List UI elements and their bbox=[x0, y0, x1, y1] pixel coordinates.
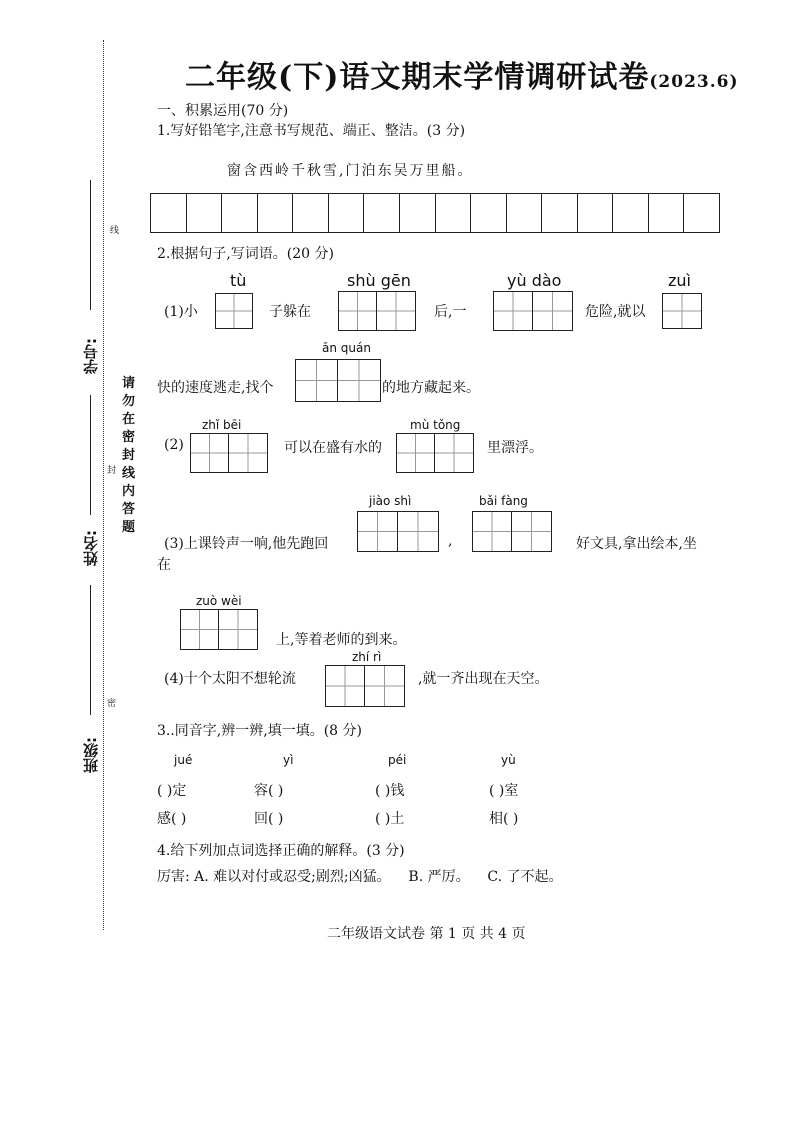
id-write-line bbox=[90, 180, 91, 310]
pinyin-mutong: mù tǒng bbox=[410, 418, 461, 432]
q2-3-text1: (3)上课铃声一响,他先跑回 bbox=[164, 536, 329, 552]
class-write-line bbox=[90, 585, 91, 715]
seal-warning-text: 请勿在密封线内答题 bbox=[122, 376, 136, 535]
answer-box-zuowei[interactable] bbox=[180, 609, 258, 650]
student-name-label: 姓名: bbox=[82, 530, 100, 566]
q2-2-text1: 可以在盛有水的 bbox=[284, 440, 382, 456]
q3-pinyin-pei: péi bbox=[388, 753, 407, 767]
answer-box-shugen[interactable] bbox=[338, 291, 416, 331]
class-label: 班级: bbox=[82, 737, 100, 773]
answer-box-zhiri[interactable] bbox=[325, 665, 405, 707]
q2-3-comma: , bbox=[448, 533, 453, 549]
pinyin-yudao: yù dào bbox=[507, 271, 562, 290]
q2-1-text3: 危险,就以 bbox=[585, 304, 646, 320]
q2-4-text1: (4)十个太阳不想轮流 bbox=[164, 671, 296, 687]
page-footer: 二年级语文试卷 第 1 页 共 4 页 bbox=[327, 926, 526, 942]
q2-4-text2: ,就一齐出现在天空。 bbox=[418, 671, 549, 687]
student-id-label: 学号: bbox=[82, 338, 100, 374]
q3-blank-yi-2[interactable]: 回( ) bbox=[254, 811, 284, 827]
seal-dotted-line bbox=[103, 40, 104, 930]
pinyin-zhibei: zhǐ bēi bbox=[202, 418, 242, 432]
q1-poem: 窗含西岭千秋雪,门泊东吴万里船。 bbox=[227, 163, 474, 179]
q2-3-text4: 上,等着老师的到来。 bbox=[276, 632, 407, 648]
seal-mark-mi: 密 bbox=[105, 698, 115, 707]
pinyin-zuowei: zuò wèi bbox=[196, 594, 242, 608]
answer-box-baifang[interactable] bbox=[472, 511, 552, 552]
seal-mark-feng: 封 bbox=[105, 465, 115, 474]
name-write-line bbox=[90, 395, 91, 515]
title-text: 二年级(下)语文期末学情调研试卷 bbox=[185, 60, 650, 95]
q3-prompt: 3..同音字,辨一辨,填一填。(8 分) bbox=[157, 723, 362, 739]
q3-blank-jue-1[interactable]: ( )定 bbox=[157, 783, 187, 799]
q3-pinyin-jue: jué bbox=[174, 753, 193, 767]
q2-2-lead: (2) bbox=[164, 437, 184, 453]
q2-1-text4: 快的速度逃走,找个 bbox=[157, 380, 274, 396]
q2-1-lead: (1)小 bbox=[164, 304, 198, 320]
q2-3-text2: 好文具,拿出绘本,坐 bbox=[576, 536, 697, 552]
answer-box-anquan[interactable] bbox=[295, 359, 381, 402]
q3-blank-pei-2[interactable]: ( )土 bbox=[375, 811, 405, 827]
pinyin-baifang: bǎi fàng bbox=[479, 494, 528, 508]
q3-blank-yu-2[interactable]: 相( ) bbox=[489, 811, 519, 827]
answer-box-tu[interactable] bbox=[215, 293, 253, 329]
q3-blank-jue-2[interactable]: 感( ) bbox=[157, 811, 187, 827]
page-title bbox=[185, 52, 739, 96]
q2-1-text1: 子躲在 bbox=[269, 304, 311, 320]
q2-1-text5: 的地方藏起来。 bbox=[382, 380, 480, 396]
seal-mark-xian: 线 bbox=[108, 225, 118, 234]
answer-box-yudao[interactable] bbox=[493, 291, 573, 331]
q4-options: 厉害: A. 难以对付或忍受;剧烈;凶猛。 B. 严厉。 C. 了不起。 bbox=[157, 869, 563, 885]
answer-box-jiaoshi[interactable] bbox=[357, 511, 439, 552]
pinyin-tu: tù bbox=[230, 271, 247, 290]
answer-box-zui[interactable] bbox=[662, 293, 702, 329]
q4-prompt: 4.给下列加点词选择正确的解释。(3 分) bbox=[157, 843, 405, 859]
pinyin-jiaoshi: jiào shì bbox=[369, 494, 412, 508]
q2-1-text2: 后,一 bbox=[434, 304, 467, 320]
q2-prompt: 2.根据句子,写词语。(20 分) bbox=[157, 246, 334, 262]
q3-blank-yi-1[interactable]: 容( ) bbox=[254, 783, 284, 799]
answer-box-zhibei[interactable] bbox=[190, 433, 268, 473]
pinyin-zhiri: zhí rì bbox=[352, 650, 382, 664]
q3-blank-pei-1[interactable]: ( )钱 bbox=[375, 783, 405, 799]
title-year: (2023.6) bbox=[649, 72, 739, 92]
pinyin-zui: zuì bbox=[668, 271, 691, 290]
q3-blank-yu-1[interactable]: ( )室 bbox=[489, 783, 519, 799]
q1-prompt: 1.写好铅笔字,注意书写规范、端正、整洁。(3 分) bbox=[157, 123, 466, 139]
q2-3-text3: 在 bbox=[157, 557, 171, 573]
section-heading: 一、积累运用(70 分) bbox=[157, 103, 289, 119]
q1-writing-grid[interactable] bbox=[150, 193, 720, 233]
q3-pinyin-yi: yì bbox=[283, 753, 294, 767]
q3-pinyin-yu: yù bbox=[501, 753, 516, 767]
answer-box-mutong[interactable] bbox=[396, 433, 474, 473]
q2-2-text2: 里漂浮。 bbox=[487, 440, 543, 456]
pinyin-anquan: ān quán bbox=[322, 341, 371, 355]
pinyin-shugen: shù gēn bbox=[347, 271, 411, 290]
